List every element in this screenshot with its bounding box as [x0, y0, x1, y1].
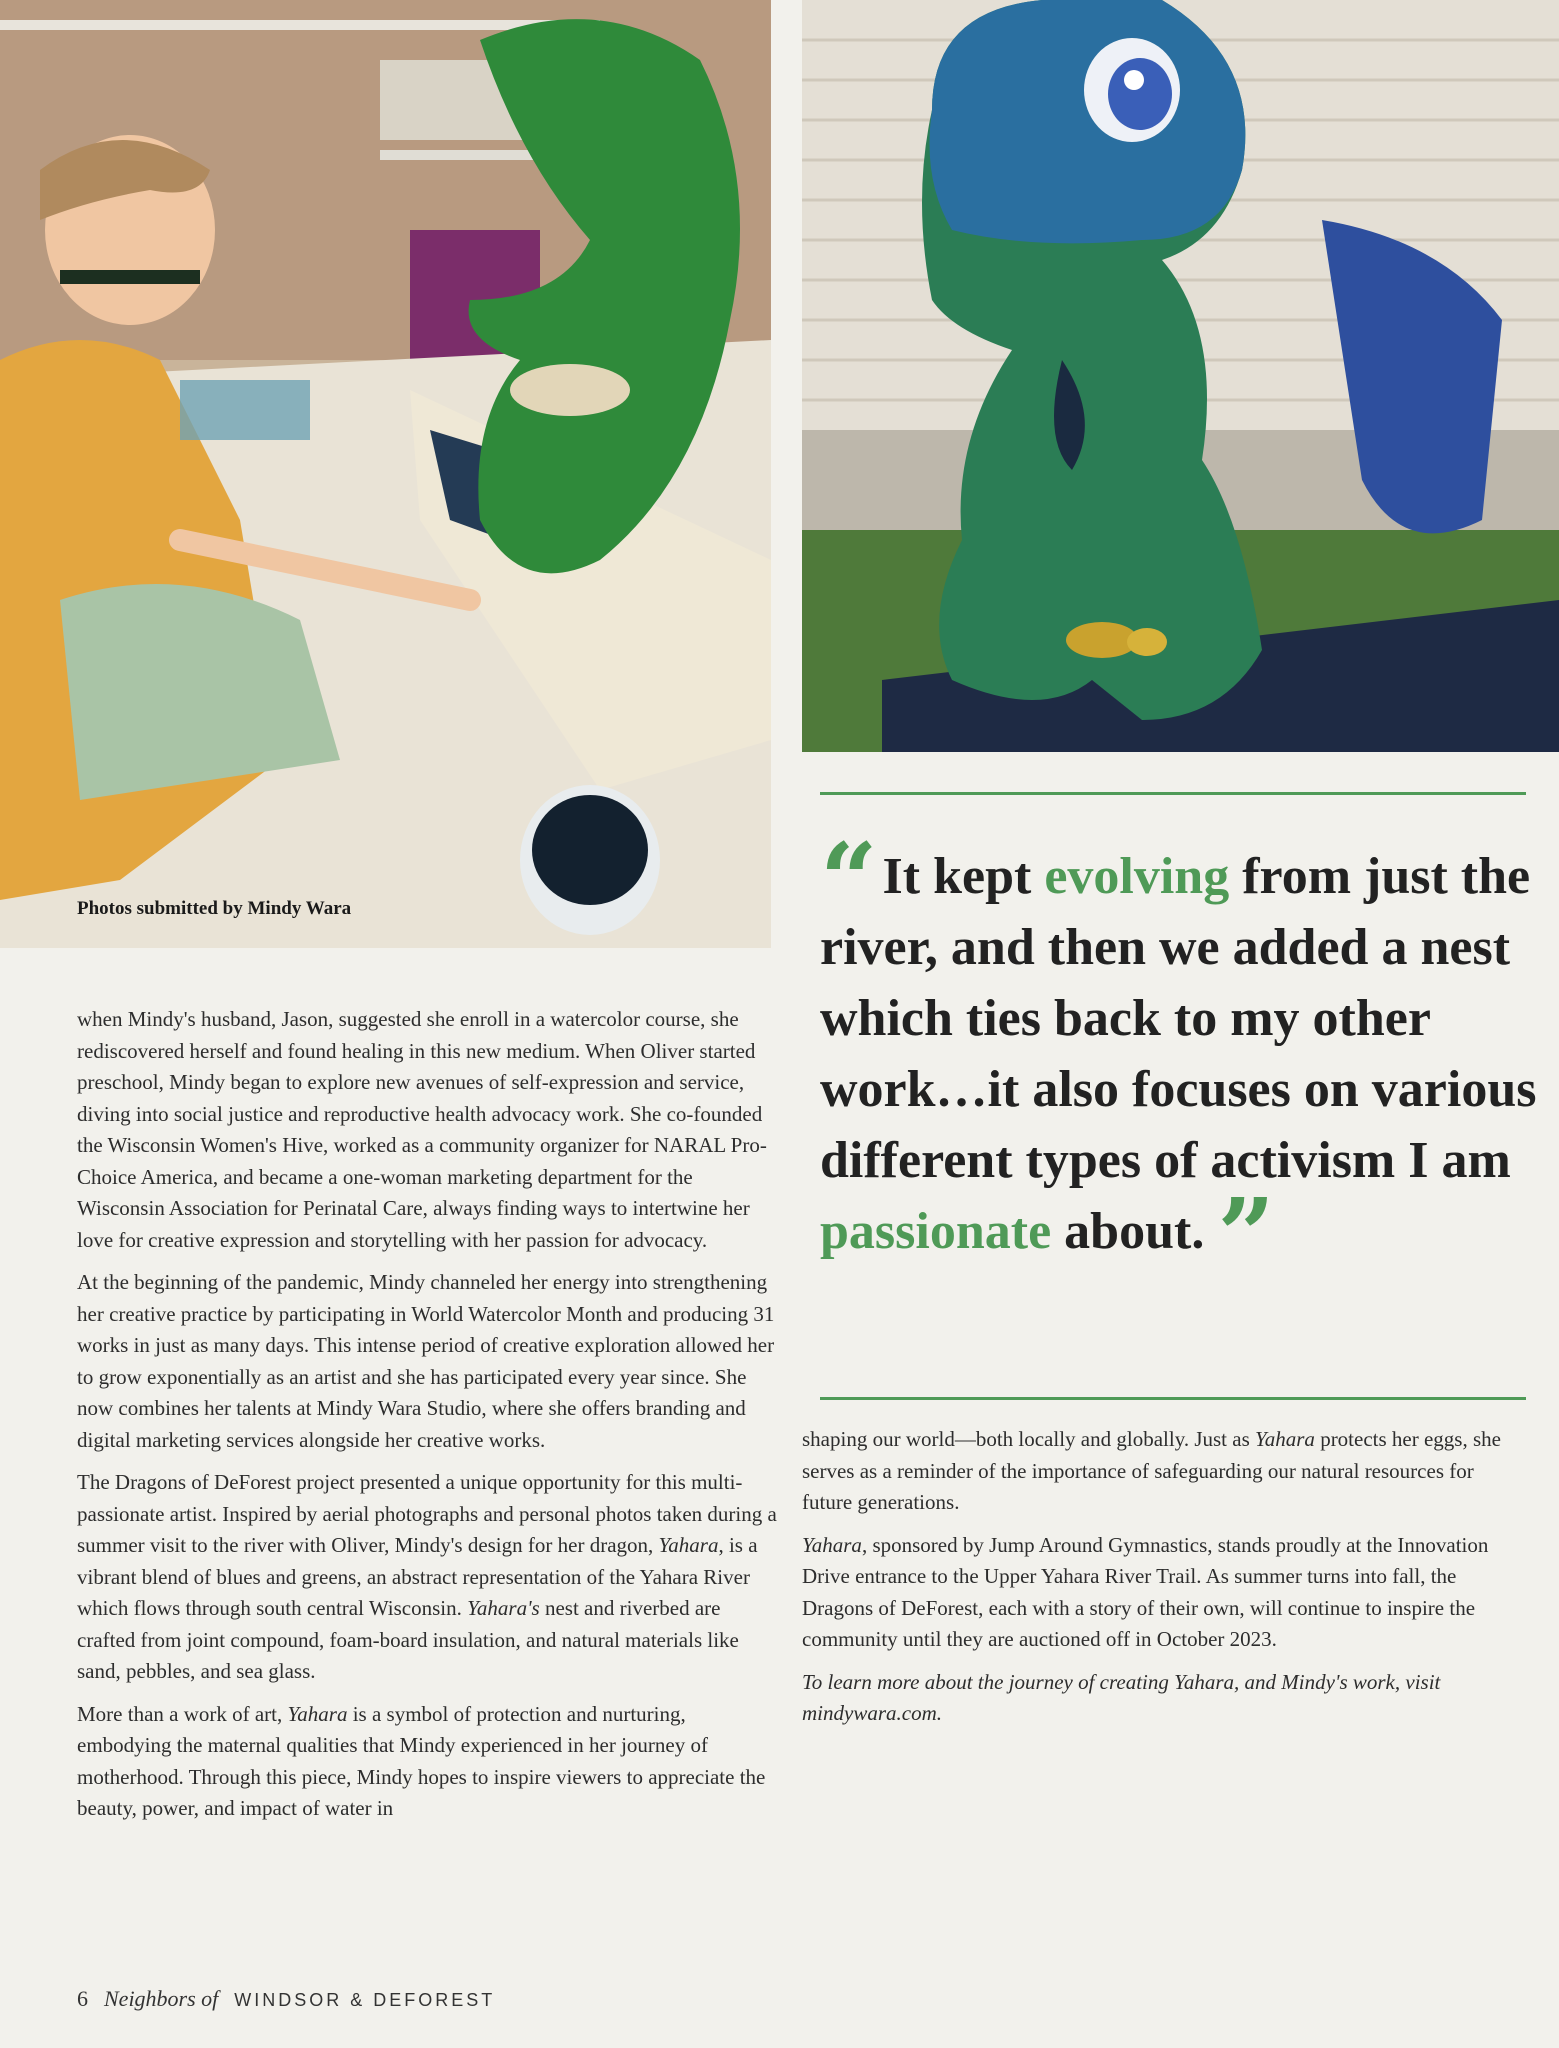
paragraph-5-italic-yahara: Yahara [1255, 1427, 1315, 1451]
quote-highlight-evolving: evolving [1044, 848, 1230, 905]
paragraph-2: At the beginning of the pandemic, Mindy channeled her energy into strengthening her creative practice by participating in World Watercolor Month and producing 31 works in just as many days. This intense period of creative exploration allowed her to grow exponentially as an artist and she has participated every year since. She now combines her talents at Mindy Wara Studio, where she offers branding and digital marketing services alongside her creative works. [77, 1270, 775, 1452]
page-number: 6 [77, 1986, 88, 2011]
paragraph-3-text-a: The Dragons of DeForest project presented a unique opportunity for this multi-passionate artist. Inspired by aerial photographs and personal photos taken during a summer visit to the river with Oliver, Mindy's design for her dragon, [77, 1470, 777, 1557]
open-quote-mark: “ [820, 821, 870, 939]
paragraph-6 [802, 1530, 1502, 1656]
paragraph-4-text-b: is a symbol of protection and nurturing, embodying the maternal qualities that Mindy experienced in her journey of motherhood. Through this piece, Mindy hopes to inspire viewers to appreciate the beauty, power, and impact of water in [77, 1701, 766, 1820]
article-left-column [77, 1004, 777, 1836]
paragraph-4-text-a: More than a work of art, [77, 1701, 288, 1726]
closing-note: To learn more about the journey of creating Yahara, and Mindy's work, visit mindywara.com. [802, 1669, 1441, 1725]
quote-part-3: about. [1051, 1203, 1205, 1260]
paragraph-5-text-b: protects her eggs, she serves as a reminder of the importance of safeguarding our natural resources for future generations. [802, 1427, 1501, 1514]
paragraph-5-text-a: shaping our world—both locally and globally. Just as [802, 1427, 1255, 1451]
paragraph-1: when Mindy's husband, Jason, suggested she enroll in a watercolor course, she rediscovered herself and found healing in this new medium. When Oliver started preschool, Mindy began to explore new avenues of self-expression and service, diving into social justice and reproductive health advocacy work. She co-founded the Wisconsin Women's Hive, worked as a community organizer for NARAL Pro-Choice America, and became a one-woman marketing department for the Wisconsin Association for Perinatal Care, always finding ways to intertwine her love for creative expression and storytelling with her passion for advocacy. [77, 1007, 767, 1252]
quote-part-1: It kept [882, 848, 1045, 905]
magazine-brand-caps: WINDSOR & DEFOREST [234, 1990, 496, 2010]
paragraph-4 [77, 1699, 777, 1825]
quote-part-2: from just the river, and then we added a nest which ties back to my other work…it also focuses on various different types of activism I am [820, 848, 1537, 1189]
paragraph-3-text-c: nest and riverbed are crafted from joint compound, foam-board insulation, and natural materials like sand, pebbles, and sea glass. [77, 1596, 739, 1683]
paragraph-6-text-b: , sponsored by Jump Around Gymnastics, stands proudly at the Innovation Drive entrance to the Upper Yahara River Trail. As summer turns into fall, the Dragons of DeForest, each with a story of their own, will continue to inspire the community until they are auctioned off in October 2023. [802, 1532, 1489, 1651]
paragraph-3-italic-yahara: Yahara [658, 1533, 719, 1557]
paragraph-4-italic-yahara: Yahara [287, 1701, 348, 1726]
photo-caption: Photos submitted by Mindy Wara [77, 898, 352, 919]
quote-highlight-passionate: passionate [820, 1203, 1052, 1260]
paragraph-6-italic-yahara: Yahara [802, 1532, 862, 1557]
paragraph-5 [802, 1424, 1502, 1519]
paragraph-3-text-b: , is a vibrant blend of blues and greens, an abstract representation of the Yahara River which flows through south central Wisconsin. [77, 1533, 758, 1620]
magazine-brand-script: Neighbors of [104, 1986, 219, 2011]
pull-quote-text [820, 821, 1540, 1294]
photo-boy-painting [0, 0, 771, 948]
paragraph-3-italic-yaharas: Yahara's [467, 1596, 540, 1620]
pull-quote [820, 792, 1537, 1400]
photo-dragon-sculpture [802, 0, 1559, 752]
close-quote-mark: ” [1217, 1176, 1267, 1294]
article-right-column [802, 1424, 1502, 1741]
paragraph-3 [77, 1467, 777, 1688]
page-footer [77, 1986, 495, 2012]
